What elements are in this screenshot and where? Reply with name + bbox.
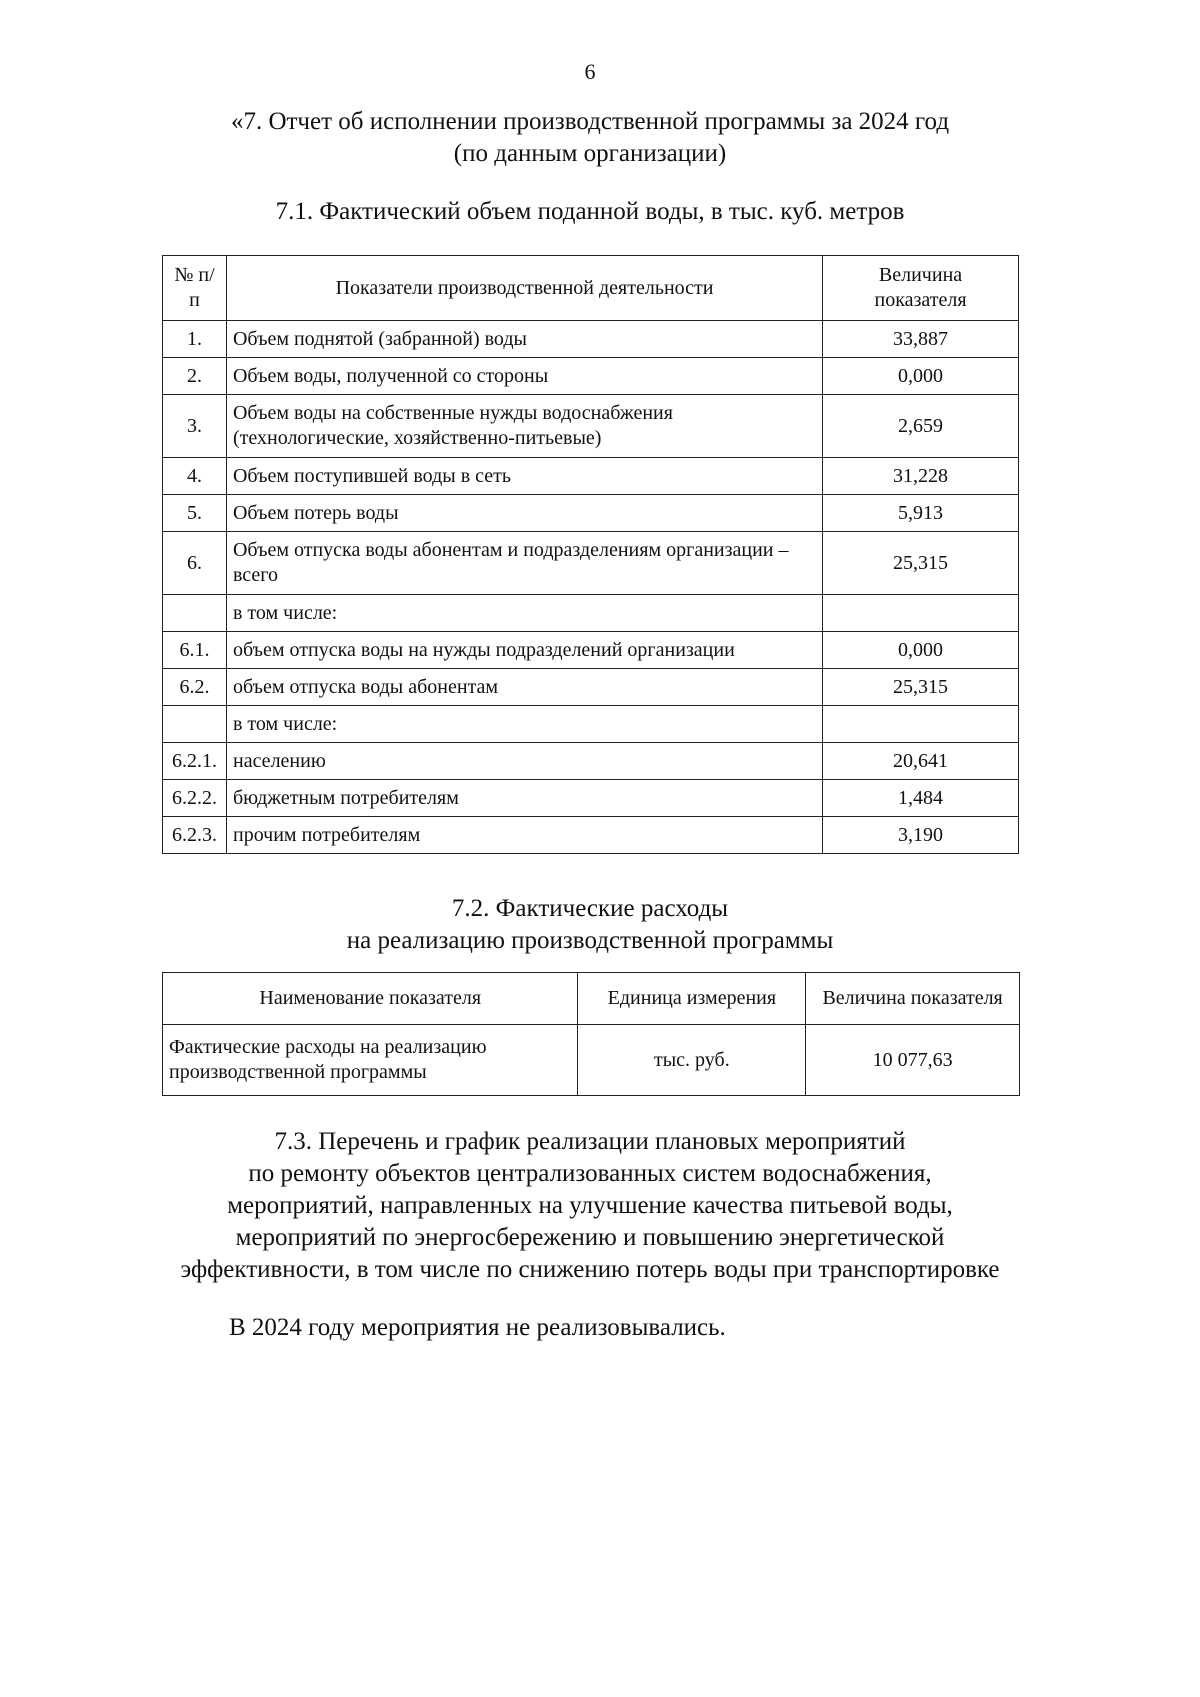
table-row (163, 458, 1019, 495)
report-subtitle: (по данным организации) (453, 140, 727, 167)
cell-value: 25,315 (823, 532, 1019, 595)
cell-value (823, 595, 1019, 632)
cell-name: Объем поступившей воды в сеть (226, 458, 822, 495)
table-row (163, 817, 1019, 854)
cell-num (163, 706, 227, 743)
cell-value: 5,913 (823, 495, 1019, 532)
cell-name: объем отпуска воды на нужды подразделений организации (226, 632, 822, 669)
cell-name: Объем отпуска воды абонентам и подразделениям организации – всего (226, 532, 822, 595)
cell-num: 2. (163, 358, 227, 395)
header-name: Наименование показателя (163, 973, 578, 1025)
section-7-2-title: 7.2. Фактические расходы (451, 895, 729, 922)
section-7-3-text: В 2024 году мероприятия не реализовывались. (229, 1314, 726, 1341)
cell-name: Объем поднятой (забранной) воды (226, 321, 822, 358)
cell-value: 33,887 (823, 321, 1019, 358)
section-7-1-title: 7.1. Фактический объем поданной воды, в тыс. куб. метров (275, 198, 905, 225)
header-unit: Единица измерения (578, 973, 806, 1025)
cell-name: населению (226, 743, 822, 780)
table-row (163, 595, 1019, 632)
table-row (163, 395, 1019, 458)
table-row (163, 780, 1019, 817)
cell-num: 6.2.1. (163, 743, 227, 780)
row-unit: тыс. руб. (578, 1025, 806, 1096)
cell-name: Объем воды, полученной со стороны (226, 358, 822, 395)
cell-value: 3,190 (823, 817, 1019, 854)
cell-num: 6. (163, 532, 227, 595)
cell-value: 2,659 (823, 395, 1019, 458)
cell-name: в том числе: (226, 706, 822, 743)
cell-num: 6.1. (163, 632, 227, 669)
row-value: 10 077,63 (806, 1025, 1020, 1096)
cell-name: бюджетным потребителям (226, 780, 822, 817)
section-7-3-title-2: по ремонту объектов централизованных систем водоснабжения, (248, 1160, 932, 1187)
section-7-3-title-3: мероприятий, направленных на улучшение качества питьевой воды, (227, 1192, 953, 1219)
header-name: Показатели производственной деятельности (226, 256, 822, 321)
table-row (163, 669, 1019, 706)
header-num: № п/п (163, 256, 227, 321)
cell-value: 20,641 (823, 743, 1019, 780)
cell-num: 1. (163, 321, 227, 358)
cell-num (163, 595, 227, 632)
section-7-3-title-5: эффективности, в том числе по снижению потерь воды при транспортировке (180, 1256, 1000, 1283)
cell-value: 1,484 (823, 780, 1019, 817)
cell-num: 6.2.2. (163, 780, 227, 817)
page-number: 6 (584, 59, 596, 84)
table-row (163, 632, 1019, 669)
section-7-3-title-4: мероприятий по энергосбережению и повышению энергетической (235, 1224, 945, 1251)
water-volume-table (162, 255, 1019, 854)
cell-value: 0,000 (823, 632, 1019, 669)
cell-value: 0,000 (823, 358, 1019, 395)
cell-name: объем отпуска воды абонентам (226, 669, 822, 706)
header-value: Величина показателя (823, 256, 1019, 321)
table-row (163, 321, 1019, 358)
cell-num: 6.2. (163, 669, 227, 706)
cell-value: 31,228 (823, 458, 1019, 495)
cell-num: 6.2.3. (163, 817, 227, 854)
cell-value (823, 706, 1019, 743)
row-name: Фактические расходы на реализацию производственной программы (163, 1025, 578, 1096)
cell-value: 25,315 (823, 669, 1019, 706)
table-row (163, 743, 1019, 780)
cell-name: прочим потребителям (226, 817, 822, 854)
header-value: Величина показателя (806, 973, 1020, 1025)
table-row (163, 706, 1019, 743)
section-7-2-subtitle: на реализацию производственной программы (346, 927, 834, 954)
report-title: «7. Отчет об исполнении производственной программы за 2024 год (230, 108, 950, 135)
table-row (163, 358, 1019, 395)
cell-name: Объем воды на собственные нужды водоснабжения (технологические, хозяйственно-питьевые) (226, 395, 822, 458)
cell-num: 3. (163, 395, 227, 458)
cell-name: Объем потерь воды (226, 495, 822, 532)
cell-num: 5. (163, 495, 227, 532)
table-row (163, 532, 1019, 595)
expenses-table (162, 972, 1020, 1096)
cell-name: в том числе: (226, 595, 822, 632)
section-7-3-title-1: 7.3. Перечень и график реализации плановых мероприятий (274, 1128, 906, 1155)
table-row (163, 495, 1019, 532)
cell-num: 4. (163, 458, 227, 495)
